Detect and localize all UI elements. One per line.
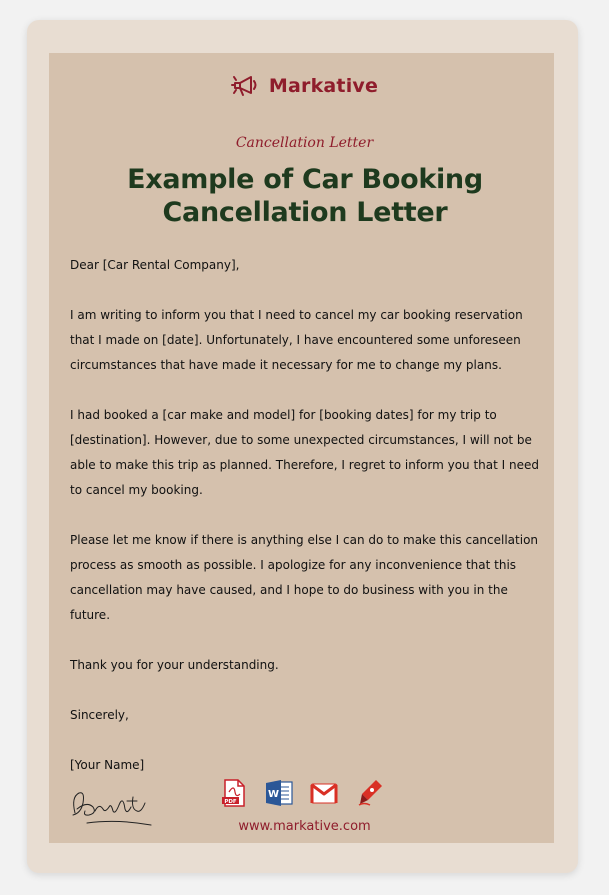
letter-paragraph: I had booked a [car make and model] for [booking dates] for my trip to [destination]. However, due to some unexpected circumstances, I will not be able to make this trip as planned. Therefore, I regret to inform you that I need to cancel my booking. bbox=[70, 408, 540, 497]
pen-icon[interactable] bbox=[354, 778, 384, 808]
megaphone-icon bbox=[231, 71, 263, 101]
letter-thanks: Thank you for your understanding. bbox=[70, 658, 279, 672]
brand-name: Markative bbox=[268, 75, 379, 97]
svg-text:PDF: PDF bbox=[224, 799, 237, 805]
website-link[interactable]: www.markative.com bbox=[238, 819, 371, 834]
svg-text:W: W bbox=[267, 789, 280, 800]
letter-paragraph: I am writing to inform you that I need to cancel my car booking reservation that I made on [date]. Unfortunately, I have encountered some unforeseen circumstances that have made it necessary for me to change my plans. bbox=[70, 308, 523, 372]
letter-closing: Sincerely, bbox=[70, 708, 129, 722]
document-subtitle: Cancellation Letter bbox=[235, 135, 374, 151]
letter-signer-name: [Your Name] bbox=[70, 758, 145, 772]
letter-salutation: Dear [Car Rental Company], bbox=[70, 258, 240, 272]
download-icons bbox=[219, 777, 384, 809]
pdf-icon[interactable] bbox=[219, 778, 249, 808]
letter-paragraph: Please let me know if there is anything else I can do to make this cancellation process as smooth as possible. I apologize for any inconvenience that this cancellation may have caused, and I hope to do business with you in the future. bbox=[70, 533, 539, 622]
brand-logo bbox=[0, 68, 609, 104]
letter-body bbox=[70, 253, 542, 778]
gmail-icon[interactable] bbox=[309, 778, 339, 808]
document-title: Example of Car Booking Cancellation Letter bbox=[127, 164, 483, 228]
word-icon[interactable] bbox=[264, 778, 294, 808]
